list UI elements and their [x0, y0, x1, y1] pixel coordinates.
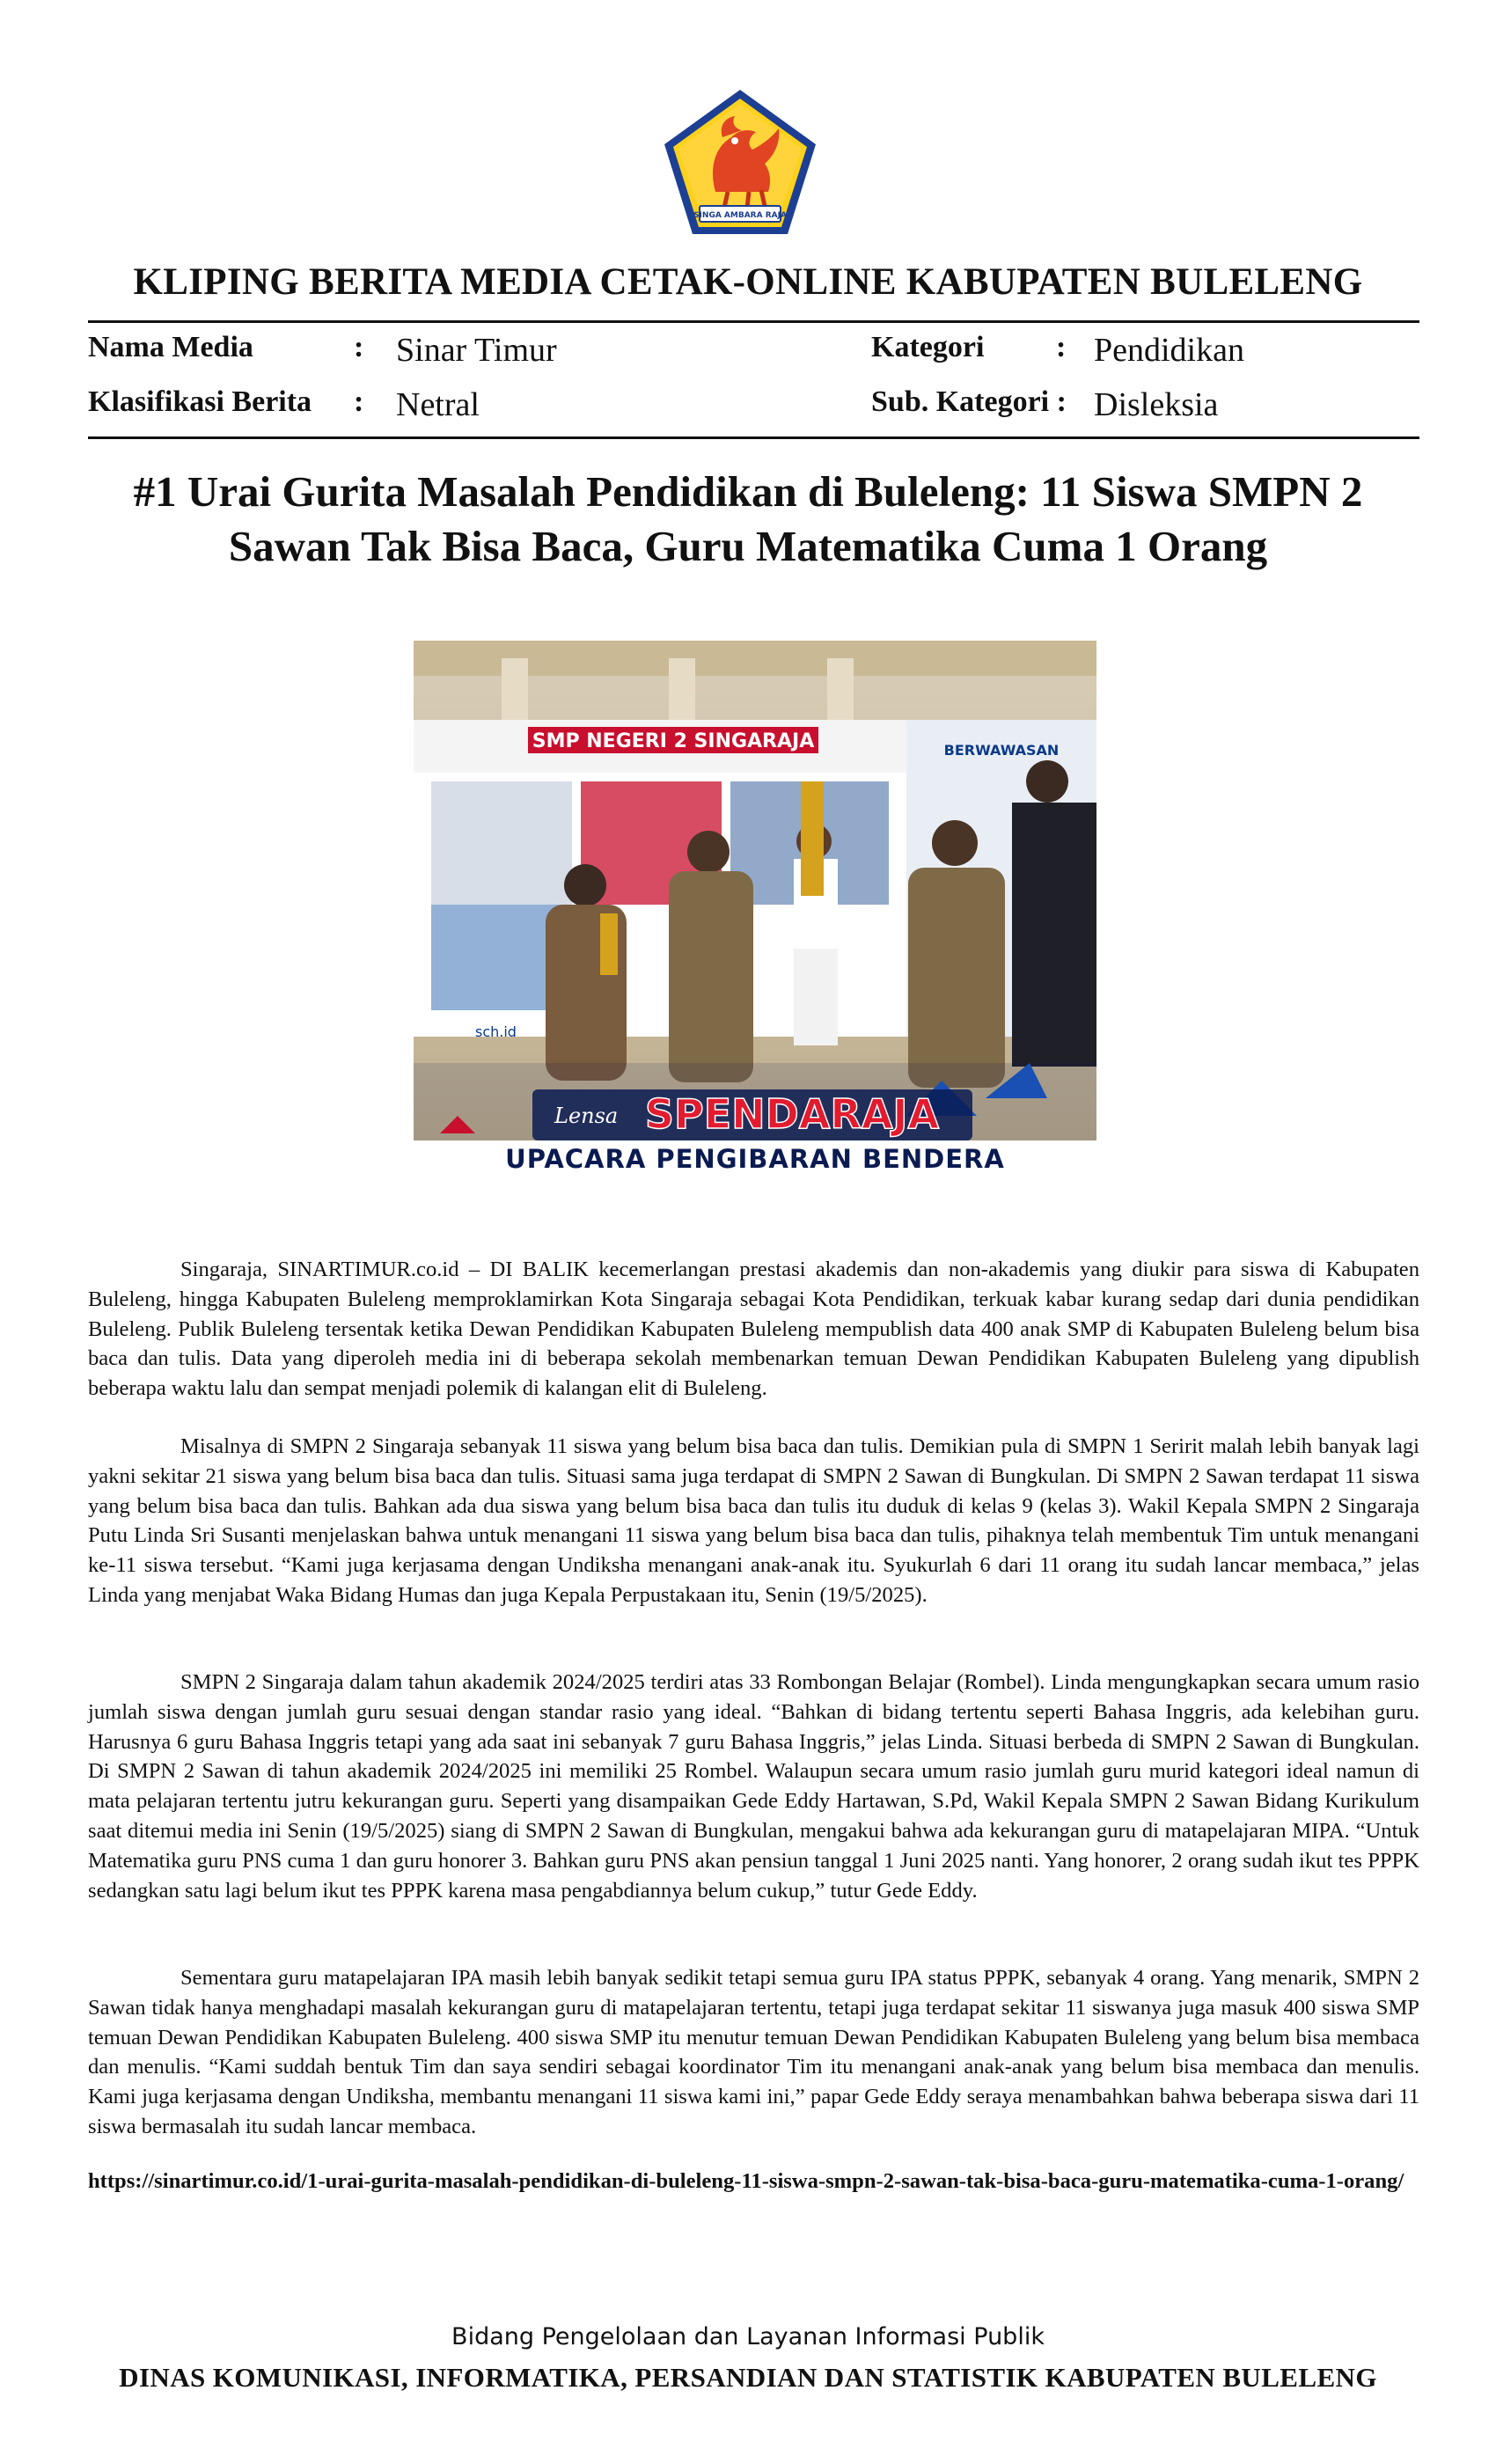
regency-logo [661, 86, 819, 238]
source-link[interactable]: https://sinartimur.co.id/1-urai-gurita-masalah-pendidikan-di-buleleng-11-siswa-smpn-2-sawan-tak-bisa-baca-guru-matematika-cuma-1-orang/ [88, 2169, 1404, 2193]
article-paragraph-2: Misalnya di SMPN 2 Singaraja sebanyak 11 siswa yang belum bisa baca dan tulis. Demikian pula di SMPN 1 Seririt malah lebih banyak lagi yakni sekitar 21 siswa yang belum bisa baca dan tulis. Situasi sama juga terdapat di SMPN 2 Sawan di Bungkulan. Di SMPN 2 Sawan terdapat 11 siswa yang belum bisa baca dan tulis. Bahkan ada dua siswa yang belum bisa baca dan tulis itu duduk di kelas 9 (kelas 3). Wakil Kepala SMPN 2 Singaraja Putu Linda Sri Susanti menjelaskan bahwa untuk menangani 11 siswa yang belum bisa baca dan tulis, pihaknya telah membentuk Tim untuk menangani ke-11 siswa tersebut. “Kami juga kerjasama dengan Undiksha menangani anak-anak itu. Syukurlah 6 dari 11 orang itu sudah lancar membaca,” jelas Linda yang menjabat Waka Bidang Humas dan juga Kepala Perpustakaan itu, Senin (19/5/2025). [88, 1434, 1419, 1607]
article-photo [414, 641, 1096, 1140]
colon: : [354, 331, 364, 363]
category-label: Kategori [871, 331, 985, 363]
document-title: KLIPING BERITA MEDIA CETAK-ONLINE KABUPATEN BULELENG [133, 261, 1363, 303]
headline-line-2: Sawan Tak Bisa Baca, Guru Matematika Cuma 1 Orang [228, 522, 1268, 570]
article-headline [106, 465, 1390, 574]
article-paragraph-1: Singaraja, SINARTIMUR.co.id – DI BALIK kecemerlangan prestasi akademis dan non-akademis yang diukir para siswa di Kabupaten Buleleng, hingga Kabupaten Buleleng memproklamirkan Kota Singaraja sebagai Kota Pendidikan, terkuak kabar kurang sedap dari dunia pendidikan Buleleng. Publik Buleleng tersentak ketika Dewan Pendidikan Kabupaten Buleleng mempublish data 400 anak SMP di Kabupaten Buleleng belum bisa baca dan tulis. Data yang diperoleh media ini di beberapa sekolah membenarkan temuan Dewan Pendidikan Kabupaten Buleleng yang dipublish beberapa waktu lalu dan sempat menjadi polemik di kalangan elit di Buleleng. [88, 1258, 1419, 1401]
spendaraja-logo-text: SPENDARAJA [644, 1090, 940, 1138]
article-paragraph-3: SMPN 2 Singaraja dalam tahun akademik 2024/2025 terdiri atas 33 Rombongan Belajar (Rombel). Linda mengungkapkan secara umum rasio jumlah siswa dengan jumlah guru sesuai dengan standar rasio yang ideal. “Bahkan di bidang tertentu seperti Bahasa Inggris, ada kelebihan guru. Harusnya 6 guru Bahasa Inggris tetapi yang ada saat ini sebanyak 7 guru Bahasa Inggris,” jelas Linda. Situasi berbeda di SMPN 2 Sawan di Bungkulan. Di SMPN 2 Sawan di tahun akademik 2024/2025 ini memiliki 25 Rombel. Walaupun secara umum rasio jumlah guru murid kategori ideal namun di mata pelajaran tertentu jutru kekurangan guru. Seperti yang disampaikan Gede Eddy Hartawan, S.Pd, Wakil Kepala SMPN 2 Sawan Bidang Kurikulum saat ditemui media ini Senin (19/5/2025) siang di SMPN 2 Sawan di Bungkulan, mengakui bahwa ada kekurangan guru di matapelajaran MIPA. “Untuk Matematika guru PNS cuma 1 dan guru honorer 3. Bahkan guru PNS akan pensiun tanggal 1 Juni 2025 nanti. Yang honorer, 2 orang sudah ikut tes PPPK sedangkan satu lagi belum ikut tes PPPK karena masa pengabdiannya belum cukup,” tutur Gede Eddy. [88, 1670, 1419, 1903]
media-value: Sinar Timur [396, 332, 557, 369]
classification-value: Netral [396, 386, 480, 423]
colon: : [1056, 385, 1067, 418]
footer-department: Bidang Pengelolaan dan Layanan Informasi Publik [451, 2323, 1045, 2350]
media-label: Nama Media [88, 331, 253, 363]
subcategory-value: Disleksia [1094, 386, 1219, 423]
subcategory-label-text: Sub. Kategori [871, 385, 1050, 418]
photo-caption: UPACARA PENGIBARAN BENDERA [505, 1144, 1005, 1174]
divider-top [88, 320, 1419, 323]
right-banner-text: BERWAWASAN [943, 742, 1060, 759]
article-paragraph-4: Sementara guru matapelajaran IPA masih lebih banyak sedikit tetapi semua guru IPA status PPPK, sebanyak 4 orang. Yang menarik, SMPN 2 Sawan tidak hanya menghadapi masalah kekurangan guru di matapelajaran tertentu, tetapi juga terdapat sekitar 11 siswanya juga masuk 400 siswa SMP temuan Dewan Pendidikan Kabupaten Buleleng. 400 siswa SMP itu menutur temuan Dewan Pendidikan Kabupaten Buleleng yang belum bisa membaca dan menulis. “Kami suddah bentuk Tim dan saya sendiri sebagai koordinator Tim itu menangani anak-anak yang belum bisa membaca dan menulis. Kami juga kerjasama dengan Undiksha, membantu menangani 11 siswa kami ini,” papar Gede Eddy seraya menambahkan bahwa beberapa siswa dari 11 siswa bermasalah itu sudah lancar membaca. [88, 1966, 1419, 2138]
classification-label: Klasifikasi Berita [88, 385, 312, 418]
divider-bottom [88, 436, 1419, 439]
logo-text: SINGA AMBARA RAJA [693, 211, 787, 220]
category-value: Pendidikan [1094, 332, 1244, 369]
subcategory-label [871, 385, 1067, 419]
logo-script: Lensa [554, 1104, 619, 1128]
footer-agency: DINAS KOMUNIKASI, INFORMATIKA, PERSANDIAN DAN STATISTIK KABUPATEN BULELENG [119, 2362, 1377, 2393]
site-text: sch.id [475, 1023, 517, 1040]
banner-text: SMP NEGERI 2 SINGARAJA [532, 730, 815, 752]
colon: : [354, 385, 364, 418]
colon: : [1056, 331, 1067, 363]
headline-line-1: #1 Urai Gurita Masalah Pendidikan di Buleleng: 11 Siswa SMPN 2 [133, 467, 1363, 516]
